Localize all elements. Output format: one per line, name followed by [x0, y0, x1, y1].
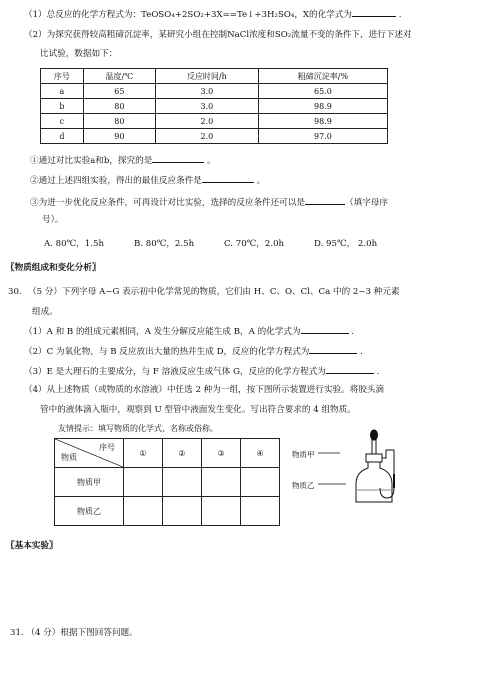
- answer-blank[interactable]: [152, 154, 204, 163]
- answer-blank[interactable]: [301, 325, 349, 334]
- sub-question-1: ①通过对比实验a和b，探究的是 。: [30, 156, 216, 166]
- table-cell: 80: [83, 99, 155, 114]
- table-row: [41, 114, 388, 129]
- table-header-cell: ④: [241, 439, 280, 468]
- option-d: D. 95℃， 2.0h: [314, 239, 378, 249]
- answer-blank[interactable]: [309, 345, 357, 354]
- dropper-icon: [371, 430, 378, 457]
- table-cell: 97.0: [258, 129, 387, 144]
- row-label: 物质乙: [55, 497, 124, 526]
- table-cell: 2.0: [155, 114, 258, 129]
- table-header-cell: 温度/℃: [83, 69, 155, 84]
- table-header-cell: 反应时间/h: [155, 69, 258, 84]
- diagonal-header-cell: [55, 439, 124, 468]
- answer-cell[interactable]: [202, 468, 241, 497]
- table-cell: c: [41, 114, 84, 129]
- table-header-cell: ②: [163, 439, 202, 468]
- apparatus-diagram: [290, 428, 400, 510]
- table-cell: d: [41, 129, 84, 144]
- q30-intro-line2: 组成。: [32, 307, 58, 317]
- table-header-row: [55, 439, 280, 468]
- row-label: 物质甲: [55, 468, 124, 497]
- answer-blank[interactable]: [202, 174, 254, 183]
- answer-blank[interactable]: [352, 8, 396, 17]
- table-cell: 98.9: [258, 99, 387, 114]
- table-header-row: [41, 69, 388, 84]
- q30-part4-line2: 管中的液体滴入瓶中，观察到 U 型管中液面发生变化。写出符合要求的 4 组物质。: [40, 405, 356, 415]
- answer-cell[interactable]: [163, 497, 202, 526]
- table-row: [41, 84, 388, 99]
- table-cell: 98.9: [258, 114, 387, 129]
- q30-intro-line1: （5 分）下列字母 A~G 表示初中化学常见的物质，它们由 H、C、O、Cl、Ca 中的 2~3 种元素: [28, 287, 400, 297]
- table-cell: 80: [83, 114, 155, 129]
- section-heading: 〖基本实验〗: [6, 541, 58, 551]
- label-substance-yi: 物质乙: [292, 481, 315, 490]
- label-substance-jia: 物质甲: [292, 450, 315, 459]
- table-header-cell: 粗碲沉淀率/%: [258, 69, 387, 84]
- table-header-cell: ①: [124, 439, 163, 468]
- answer-cell[interactable]: [124, 468, 163, 497]
- table-cell: 65.0: [258, 84, 387, 99]
- sub-question-2: ②通过上述四组实验，得出的最佳反应条件是 。: [30, 176, 266, 186]
- q30-part2: （2）C 为氧化物，与 B 反应放出大量的热并生成 D，反应的化学方程式为 .: [24, 347, 363, 357]
- option-a: A. 80℃，1.5h: [44, 239, 105, 249]
- answer-cell[interactable]: [202, 497, 241, 526]
- q30-part1: （1）A 和 B 的组成元素相同，A 发生分解反应能生成 B，A 的化学式为 .: [24, 327, 355, 337]
- answer-cell[interactable]: [124, 497, 163, 526]
- q30-part4-line1: （4）从上述物质（或物质的水溶液）中任选 2 种为一组，按下图所示装置进行实验。将胶头滴: [24, 385, 385, 395]
- table-row: [41, 129, 388, 144]
- table-cell: 65: [83, 84, 155, 99]
- answer-cell[interactable]: [241, 497, 280, 526]
- substance-table: [54, 438, 280, 526]
- q30-hint: 友情提示：填写物质的化学式、名称或俗称。: [58, 424, 218, 433]
- table-row: [55, 468, 280, 497]
- section-heading: 〖物质组成和变化分析〗: [6, 263, 101, 273]
- table-cell: b: [41, 99, 84, 114]
- q-prev-part2-line2: 比试验，数据如下：: [40, 49, 118, 59]
- table-row: [55, 497, 280, 526]
- q30-number: 30.: [8, 287, 22, 297]
- table-header-cell: 序号: [41, 69, 84, 84]
- table-cell: 3.0: [155, 84, 258, 99]
- answer-blank[interactable]: [326, 365, 374, 374]
- sub-question-3-line2: 号）。: [42, 215, 64, 225]
- answer-blank[interactable]: [305, 196, 345, 205]
- experiment-data-table: [40, 68, 388, 144]
- answer-cell[interactable]: [241, 468, 280, 497]
- answer-cell[interactable]: [163, 468, 202, 497]
- table-row: [41, 99, 388, 114]
- header-substance-label: 物质: [61, 453, 77, 462]
- q30-part3: （3）E 是大理石的主要成分，与 F 溶液反应生成气体 G，反应的化学方程式为 .: [24, 367, 380, 377]
- q-prev-part2-line1: （2）为探究获得较高粗碲沉淀率，某研究小组在控制NaCl浓度和SO₂流量不变的条件下，进行下述对: [24, 30, 412, 40]
- option-c: C. 70℃，2.0h: [224, 239, 285, 249]
- header-seq-label: 序号: [99, 443, 115, 452]
- table-cell: 3.0: [155, 99, 258, 114]
- q31-prompt: 31. （4 分）根据下图回答问题。: [10, 628, 138, 638]
- table-cell: 90: [83, 129, 155, 144]
- table-cell: 2.0: [155, 129, 258, 144]
- sub-question-3-line1: ③为进一步优化反应条件，可再设计对比实验，选择的反应条件还可以是 （填字母序: [30, 198, 388, 208]
- q-prev-part1: （1）总反应的化学方程式为：TeOSO₄+2SO₂+3X==Te↓+3H₂SO₄，X的化学式为 .: [24, 10, 402, 20]
- flask-icon: [356, 454, 392, 502]
- option-b: B. 80℃，2.5h: [134, 239, 195, 249]
- table-header-cell: ③: [202, 439, 241, 468]
- table-cell: a: [41, 84, 84, 99]
